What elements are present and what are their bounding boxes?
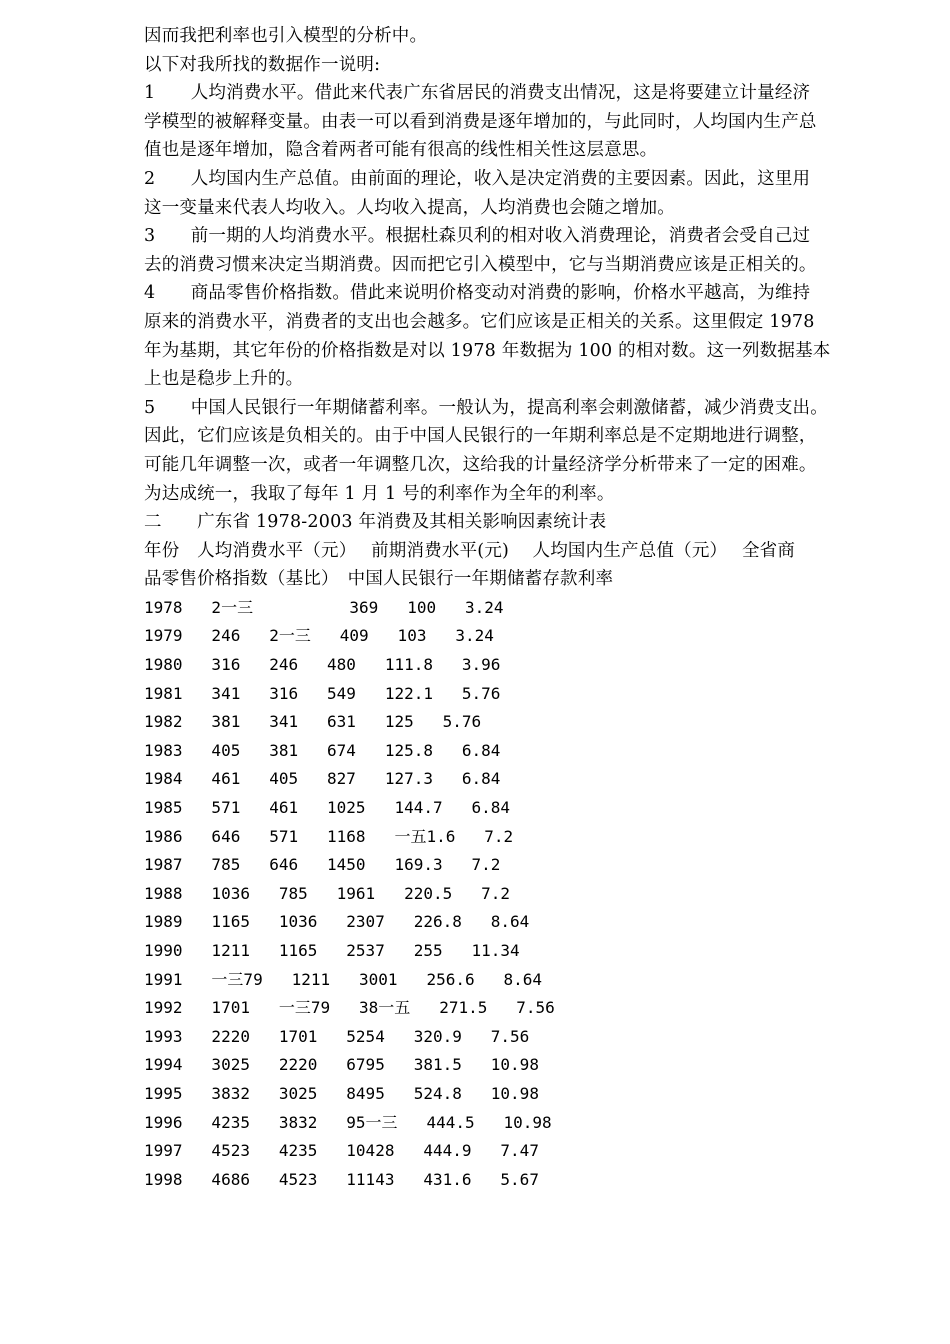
table-row-text: 1979 246 2一三 409 103 3.24 bbox=[144, 626, 494, 646]
table-row-text: 1995 3832 3025 8495 524.8 10.98 bbox=[144, 1083, 539, 1103]
table-row bbox=[144, 823, 884, 852]
table-row-text: 1984 461 405 827 127.3 6.84 bbox=[144, 769, 501, 789]
table-row bbox=[144, 1109, 884, 1138]
table-row-text: 1996 4235 3832 95一三 444.5 10.98 bbox=[144, 1112, 552, 1132]
table-row bbox=[144, 908, 884, 937]
table-row bbox=[144, 794, 884, 823]
paragraph-line: 学模型的被解释变量。由表一可以看到消费是逐年增加的，与此同时，人均国内生产总 bbox=[144, 111, 817, 132]
paragraph-line: 上也是稳步上升的。 bbox=[144, 369, 304, 390]
table-row bbox=[144, 880, 884, 909]
paragraph-line: 这一变量来代表人均收入。人均收入提高，人均消费也会随之增加。 bbox=[144, 197, 675, 218]
paragraph-line: 值也是逐年增加，隐含着两者可能有很高的线性相关性这层意思。 bbox=[144, 140, 658, 161]
table-row-text: 1993 2220 1701 5254 320.9 7.56 bbox=[144, 1026, 530, 1046]
explanation-section bbox=[144, 22, 884, 508]
paragraph-line: 以下对我所找的数据作一说明: bbox=[144, 54, 381, 75]
table-row-text: 1982 381 341 631 125 5.76 bbox=[144, 712, 482, 732]
table-row bbox=[144, 1166, 884, 1195]
table-row-text: 1981 341 316 549 122.1 5.76 bbox=[144, 683, 501, 703]
paragraph-line: 年为基期，其它年份的价格指数是对以 1978 年数据为 100 的相对数。这一列数据基本 bbox=[144, 340, 831, 361]
table-row-text: 1990 1211 1165 2537 255 11.34 bbox=[144, 941, 520, 960]
table-row-text: 1988 1036 785 1961 220.5 7.2 bbox=[144, 883, 511, 903]
table-row bbox=[144, 594, 884, 623]
paragraph-line: 2 人均国内生产总值。由前面的理论，收入是决定消费的主要因素。因此，这里用 bbox=[144, 168, 811, 189]
table-row bbox=[144, 708, 884, 737]
paragraph-line: 1 人均消费水平。借此来代表广东省居民的消费支出情况，这是将要建立计量经济 bbox=[144, 83, 811, 104]
table-row bbox=[144, 1051, 884, 1080]
table-row bbox=[144, 765, 884, 794]
table-row bbox=[144, 680, 884, 709]
table-row bbox=[144, 1080, 884, 1109]
paragraph-line: 可能几年调整一次，或者一年调整几次，这给我的计量经济学分析带来了一定的困难。 bbox=[144, 454, 817, 475]
table-row-text: 1991 一三79 1211 3001 256.6 8.64 bbox=[144, 969, 543, 989]
table-row bbox=[144, 937, 884, 966]
table-row-text: 1994 3025 2220 6795 381.5 10.98 bbox=[144, 1055, 539, 1075]
table-header-line: 年份 人均消费水平（元） 前期消费水平(元) 人均国内生产总值（元） 全省商 bbox=[144, 540, 796, 561]
table-row bbox=[144, 1023, 884, 1052]
table-row bbox=[144, 737, 884, 766]
table-header-line: 品零售价格指数（基比） 中国人民银行一年期储蓄存款利率 bbox=[144, 569, 614, 590]
table-row-text: 1985 571 461 1025 144.7 6.84 bbox=[144, 798, 511, 818]
table-title: 二 广东省 1978-2003 年消费及其相关影响因素统计表 bbox=[144, 512, 607, 533]
table-row bbox=[144, 851, 884, 880]
paragraph-line: 为达成统一，我取了每年 1 月 1 号的利率作为全年的利率。 bbox=[144, 483, 615, 504]
table-row-text: 1978 2一三 369 100 3.24 bbox=[144, 597, 504, 617]
document-page bbox=[144, 22, 884, 1194]
paragraph-line: 原来的消费水平，消费者的支出也会越多。它们应该是正相关的关系。这里假定 1978 bbox=[144, 311, 815, 332]
paragraph-line: 去的消费习惯来决定当期消费。因而把它引入模型中，它与当期消费应该是正相关的。 bbox=[144, 254, 817, 275]
paragraph-line: 因而我把利率也引入模型的分析中。 bbox=[144, 26, 428, 46]
table-row-text: 1980 316 246 480 111.8 3.96 bbox=[144, 655, 501, 675]
table-row bbox=[144, 1137, 884, 1166]
table-row bbox=[144, 966, 884, 995]
table-row bbox=[144, 651, 884, 680]
table-row bbox=[144, 994, 884, 1023]
paragraph-line: 4 商品零售价格指数。借此来说明价格变动对消费的影响，价格水平越高，为维持 bbox=[144, 283, 811, 304]
table-row bbox=[144, 622, 884, 651]
table-row-text: 1986 646 571 1168 一五1.6 7.2 bbox=[144, 826, 514, 846]
table-row-text: 1997 4523 4235 10428 444.9 7.47 bbox=[144, 1141, 539, 1161]
table-row-text: 1998 4686 4523 11143 431.6 5.67 bbox=[144, 1169, 539, 1189]
table-row-text: 1992 1701 一三79 38一五 271.5 7.56 bbox=[144, 998, 555, 1018]
paragraph-line: 因此，它们应该是负相关的。由于中国人民银行的一年期利率总是不定期地进行调整， bbox=[144, 426, 817, 447]
table-row-text: 1987 785 646 1450 169.3 7.2 bbox=[144, 855, 501, 875]
table-row-text: 1983 405 381 674 125.8 6.84 bbox=[144, 740, 501, 760]
table-rows bbox=[144, 594, 884, 1194]
table-row-text: 1989 1165 1036 2307 226.8 8.64 bbox=[144, 912, 530, 932]
table-header bbox=[144, 537, 884, 594]
paragraph-line: 5 中国人民银行一年期储蓄利率。一般认为，提高利率会刺激储蓄，减少消费支出。 bbox=[144, 397, 828, 418]
paragraph-line: 3 前一期的人均消费水平。根据杜森贝利的相对收入消费理论，消费者会受自己过 bbox=[144, 226, 811, 247]
